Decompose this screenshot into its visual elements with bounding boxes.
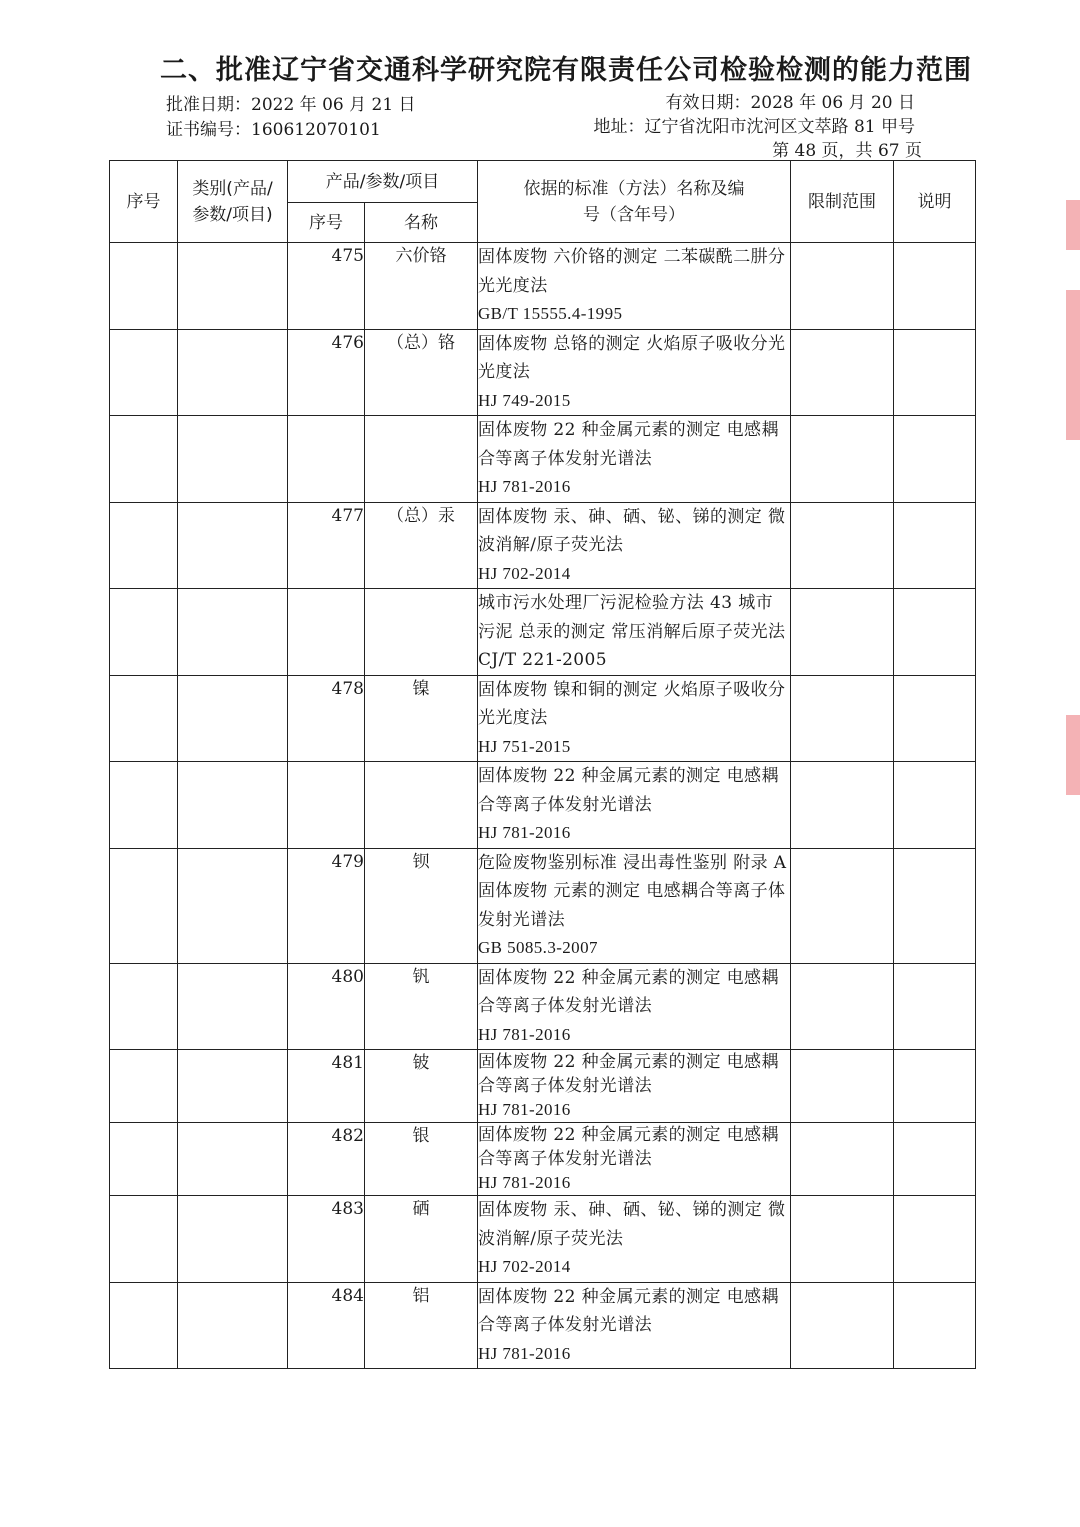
table-row	[110, 502, 976, 589]
cell-item-number: 476	[288, 329, 365, 416]
cell-category	[178, 1123, 288, 1196]
standard-title: 固体废物 汞、砷、硒、铋、锑的测定 微波消解/原子荧光法	[478, 1200, 786, 1249]
cell-seq	[110, 589, 178, 676]
standard-title: 固体废物 总铬的测定 火焰原子吸收分光光度法	[478, 333, 786, 382]
cell-note	[894, 1196, 976, 1283]
cell-standard	[478, 502, 791, 589]
cell-limit	[791, 1050, 894, 1123]
cell-limit	[791, 329, 894, 416]
header-note: 说明	[894, 161, 976, 243]
cell-limit	[791, 963, 894, 1050]
cell-item-number: 484	[288, 1282, 365, 1369]
cell-limit	[791, 1196, 894, 1283]
cell-seq	[110, 675, 178, 762]
cell-standard	[478, 848, 791, 963]
cell-item-number	[288, 416, 365, 503]
standard-code: HJ 749-2015	[478, 390, 571, 410]
standard-title: 固体废物 22 种金属元素的测定 电感耦合等离子体发射光谱法	[478, 1125, 779, 1169]
capability-table	[109, 160, 976, 1369]
cell-item-name: 铝	[365, 1282, 478, 1369]
cell-category	[178, 848, 288, 963]
cell-category	[178, 762, 288, 849]
cell-limit	[791, 243, 894, 330]
header-product-group: 产品/参数/项目	[288, 161, 478, 203]
seal-fragment	[1066, 200, 1080, 250]
cell-limit	[791, 502, 894, 589]
cell-limit	[791, 675, 894, 762]
cell-note	[894, 762, 976, 849]
table-row	[110, 762, 976, 849]
table-row	[110, 243, 976, 330]
cell-item-number	[288, 762, 365, 849]
cell-category	[178, 1196, 288, 1283]
cell-seq	[110, 1123, 178, 1196]
page-number: 第 48 页，共 67 页	[772, 141, 922, 161]
cell-item-name: 银	[365, 1123, 478, 1196]
standard-code: HJ 702-2014	[478, 563, 571, 583]
cell-note	[894, 1123, 976, 1196]
cell-item-number: 475	[288, 243, 365, 330]
cell-item-name: 钒	[365, 963, 478, 1050]
standard-code: HJ 781-2016	[478, 823, 571, 842]
cell-item-number: 482	[288, 1123, 365, 1196]
cell-standard	[478, 963, 791, 1050]
standard-title: 固体废物 22 种金属元素的测定 电感耦合等离子体发射光谱法	[478, 1286, 779, 1335]
cell-note	[894, 963, 976, 1050]
cell-seq	[110, 762, 178, 849]
standard-code: HJ 781-2016	[478, 1173, 571, 1192]
header-sub-name: 名称	[365, 203, 478, 243]
cell-note	[894, 243, 976, 330]
cell-item-number: 480	[288, 963, 365, 1050]
standard-title: 危险废物鉴别标准 浸出毒性鉴别 附录 A 固体废物 元素的测定 电感耦合等离子体发射光谱法	[478, 852, 787, 930]
header-category: 类别(产品/参数/项目)	[178, 161, 288, 243]
cell-item-number: 478	[288, 675, 365, 762]
standard-code: HJ 781-2016	[478, 1343, 571, 1363]
cell-category	[178, 502, 288, 589]
cell-item-number: 477	[288, 502, 365, 589]
standard-title: 固体废物 22 种金属元素的测定 电感耦合等离子体发射光谱法	[478, 1052, 779, 1096]
cell-category	[178, 329, 288, 416]
cell-limit	[791, 848, 894, 963]
address: 地址：辽宁省沈阳市沈河区文萃路 81 甲号	[593, 117, 915, 137]
table-row	[110, 963, 976, 1050]
seal-fragment	[1066, 715, 1080, 795]
table-row	[110, 329, 976, 416]
cell-seq	[110, 416, 178, 503]
cell-item-name: 硒	[365, 1196, 478, 1283]
standard-title: 固体废物 汞、砷、硒、铋、锑的测定 微波消解/原子荧光法	[478, 506, 786, 555]
cell-note	[894, 1050, 976, 1123]
cell-item-name: 六价铬	[365, 243, 478, 330]
table-row	[110, 675, 976, 762]
certificate-number: 证书编号：160612070101	[166, 120, 381, 140]
cell-category	[178, 243, 288, 330]
table-row	[110, 589, 976, 676]
table-row	[110, 1196, 976, 1283]
cell-item-name: 钡	[365, 848, 478, 963]
cell-seq	[110, 502, 178, 589]
cell-limit	[791, 416, 894, 503]
cell-item-name: 铍	[365, 1050, 478, 1123]
cell-item-name: （总）铬	[365, 329, 478, 416]
header-standard: 依据的标准（方法）名称及编号（含年号）	[478, 161, 791, 243]
cell-item-name	[365, 416, 478, 503]
cell-standard	[478, 416, 791, 503]
page-title: 二、批准辽宁省交通科学研究院有限责任公司检验检测的能力范围	[160, 55, 972, 86]
standard-code: HJ 702-2014	[478, 1257, 571, 1276]
cell-note	[894, 848, 976, 963]
cell-note	[894, 416, 976, 503]
seal-fragment	[1066, 290, 1080, 440]
cell-category	[178, 1050, 288, 1123]
cell-seq	[110, 1196, 178, 1283]
cell-standard	[478, 1196, 791, 1283]
cell-note	[894, 502, 976, 589]
cell-category	[178, 963, 288, 1050]
cell-item-name: （总）汞	[365, 502, 478, 589]
standard-code: GB/T 15555.4-1995	[478, 304, 623, 323]
standard-code: HJ 781-2016	[478, 1024, 571, 1044]
cell-limit	[791, 1282, 894, 1369]
standard-title: 固体废物 22 种金属元素的测定 电感耦合等离子体发射光谱法	[478, 420, 779, 469]
table-row	[110, 848, 976, 963]
standard-code: GB 5085.3-2007	[478, 938, 598, 957]
cell-note	[894, 589, 976, 676]
cell-limit	[791, 589, 894, 676]
cell-limit	[791, 762, 894, 849]
cell-standard	[478, 1050, 791, 1123]
valid-date: 有效日期：2028 年 06 月 20 日	[665, 93, 915, 113]
cell-standard	[478, 675, 791, 762]
standard-title: 城市污水处理厂污泥检验方法 43 城市污泥 总汞的测定 常压消解后原子荧光法 CJ/T 221-2005	[478, 593, 786, 670]
cell-standard	[478, 762, 791, 849]
cell-seq	[110, 848, 178, 963]
cell-item-number: 483	[288, 1196, 365, 1283]
standard-code: HJ 781-2016	[478, 477, 571, 496]
cell-item-number	[288, 589, 365, 676]
header-limit: 限制范围	[791, 161, 894, 243]
table-row	[110, 1282, 976, 1369]
table-row	[110, 1050, 976, 1123]
cell-seq	[110, 329, 178, 416]
cell-category	[178, 1282, 288, 1369]
cell-note	[894, 675, 976, 762]
cell-standard	[478, 1282, 791, 1369]
standard-title: 固体废物 22 种金属元素的测定 电感耦合等离子体发射光谱法	[478, 967, 779, 1016]
cell-seq	[110, 243, 178, 330]
cell-item-name: 镍	[365, 675, 478, 762]
cell-category	[178, 675, 288, 762]
cell-item-number: 481	[288, 1050, 365, 1123]
cell-item-name	[365, 589, 478, 676]
cell-limit	[791, 1123, 894, 1196]
standard-code: HJ 751-2015	[478, 736, 571, 756]
table-row	[110, 1123, 976, 1196]
cell-note	[894, 1282, 976, 1369]
standard-title: 固体废物 22 种金属元素的测定 电感耦合等离子体发射光谱法	[478, 766, 779, 815]
standard-code: HJ 781-2016	[478, 1100, 571, 1119]
cell-standard	[478, 243, 791, 330]
cell-seq	[110, 1282, 178, 1369]
cell-seq	[110, 963, 178, 1050]
cell-standard	[478, 589, 791, 676]
cell-item-number: 479	[288, 848, 365, 963]
cell-note	[894, 329, 976, 416]
header-sub-seq: 序号	[288, 203, 365, 243]
cell-item-name	[365, 762, 478, 849]
table-row	[110, 416, 976, 503]
cell-category	[178, 589, 288, 676]
standard-title: 固体废物 镍和铜的测定 火焰原子吸收分光光度法	[478, 679, 786, 728]
cell-seq	[110, 1050, 178, 1123]
header-seq: 序号	[110, 161, 178, 243]
standard-title: 固体废物 六价铬的测定 二苯碳酰二肼分光光度法	[478, 247, 786, 296]
approval-date: 批准日期：2022 年 06 月 21 日	[166, 95, 416, 115]
cell-standard	[478, 329, 791, 416]
cell-standard	[478, 1123, 791, 1196]
cell-category	[178, 416, 288, 503]
